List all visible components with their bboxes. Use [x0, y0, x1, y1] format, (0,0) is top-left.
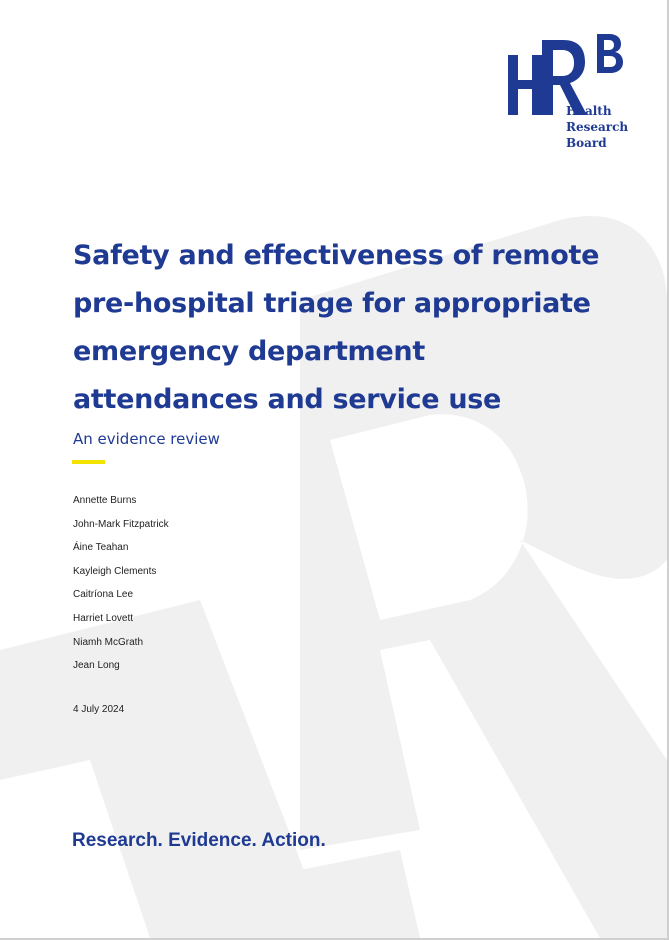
author: Jean Long [73, 660, 120, 672]
hrb-logo [505, 30, 630, 155]
publication-date: 4 July 2024 [73, 704, 125, 715]
author: Caitríona Lee [73, 589, 134, 601]
logo-line-health: Health [566, 104, 612, 118]
author: Niamh McGrath [73, 636, 144, 648]
hrb-logo-text [566, 103, 628, 151]
logo-line-research: Research [566, 120, 629, 134]
author-list [73, 489, 169, 678]
title-line-3: emergency department [73, 336, 425, 367]
logo-line-board: Board [566, 136, 607, 150]
document-subtitle: An evidence review [73, 430, 220, 448]
accent-bar [72, 460, 105, 464]
title-line-2: pre-hospital triage for appropriate [73, 288, 591, 319]
author: Harriet Lovett [73, 612, 134, 624]
document-title [73, 232, 600, 424]
title-line-4: attendances and service use [73, 384, 502, 415]
tagline: Research. Evidence. Action. [72, 830, 326, 851]
author: Annette Burns [73, 495, 137, 506]
author: Áine Teahan [73, 542, 129, 554]
title-line-1: Safety and effectiveness of remote [73, 240, 600, 271]
author: Kayleigh Clements [73, 565, 157, 577]
author: John-Mark Fitzpatrick [73, 518, 169, 530]
